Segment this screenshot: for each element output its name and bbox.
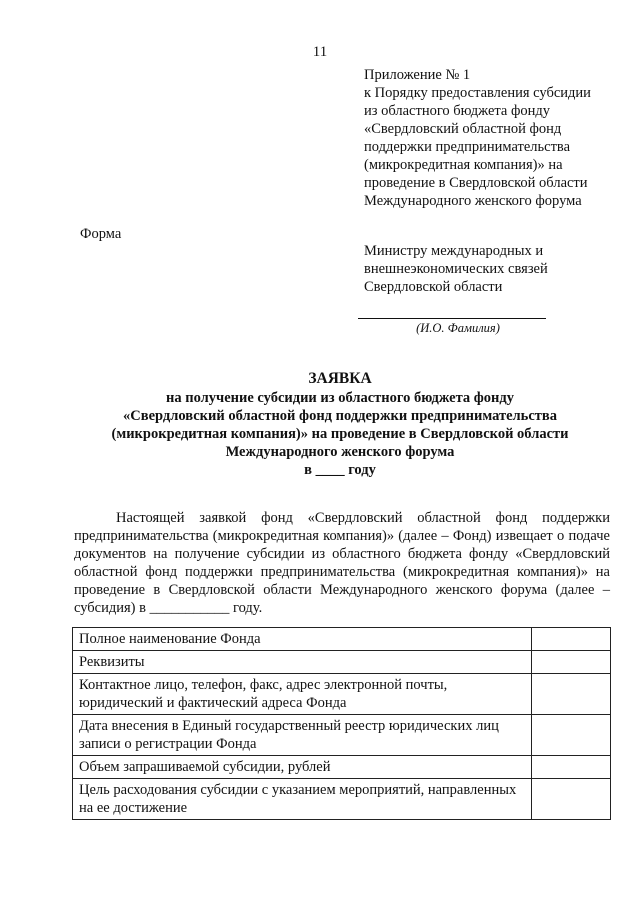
addressee-line: Свердловской области (364, 279, 503, 295)
addressee-line: Министру международных и (364, 243, 544, 259)
title-line: Международного женского форума (225, 444, 455, 460)
signature-line (358, 318, 546, 319)
body-paragraph: Настоящей заявкой фонд «Свердловский областной фонд поддержки предпринимательства (микрокредитная компания)» (далее – Фонд) извещает о подаче документов на получение субсидии из областного бюджета фонду «Свердловский областной фонд поддержки предпринимательства (микрокредитная компания)» на проведение в Свердловской области Международного женского форума (далее – субсидия) в ___________ году. (74, 510, 610, 616)
appendix-line: (микрокредитная компания)» на (364, 157, 563, 173)
application-table (72, 627, 611, 820)
row-value (532, 715, 611, 756)
row-label: Цель расходования субсидии с указанием мероприятий, направленных на ее достижение (73, 779, 532, 820)
row-value (532, 674, 611, 715)
addressee-line: внешнеэкономических связей (364, 261, 548, 277)
appendix-line: Приложение № 1 (364, 67, 471, 83)
row-value (532, 651, 611, 674)
row-value (532, 628, 611, 651)
addressee-block (364, 242, 614, 296)
signature-caption: (И.О. Фамилия) (416, 321, 500, 335)
title-line: на получение субсидии из областного бюджета фонду (165, 390, 514, 406)
table-row (73, 674, 611, 715)
table-row (73, 715, 611, 756)
title-heading: ЗАЯВКА (308, 370, 372, 387)
appendix-line: Международного женского форума (364, 193, 582, 209)
table-row (73, 756, 611, 779)
page-number: 11 (312, 44, 328, 60)
appendix-line: «Свердловский областной фонд (364, 121, 562, 137)
table-row (73, 651, 611, 674)
title-line: (микрокредитная компания)» на проведение в Свердловской области (111, 426, 569, 442)
row-label: Объем запрашиваемой субсидии, рублей (73, 756, 532, 779)
row-value (532, 756, 611, 779)
title-line: «Свердловский областной фонд поддержки предпринимательства (123, 408, 557, 424)
appendix-line: поддержки предпринимательства (364, 139, 571, 155)
document-title (60, 370, 620, 479)
appendix-line: к Порядку предоставления субсидии (364, 85, 591, 101)
row-value (532, 779, 611, 820)
form-label: Форма (80, 226, 122, 242)
row-label: Контактное лицо, телефон, факс, адрес электронной почты, юридический и фактический адреса Фонда (73, 674, 532, 715)
row-label: Реквизиты (73, 651, 532, 674)
title-line: в ____ году (304, 462, 376, 478)
appendix-note (364, 66, 614, 210)
table-row (73, 779, 611, 820)
row-label: Полное наименование Фонда (73, 628, 532, 651)
row-label: Дата внесения в Единый государственный реестр юридических лиц записи о регистрации Фонда (73, 715, 532, 756)
appendix-line: из областного бюджета фонду (364, 103, 551, 119)
appendix-line: проведение в Свердловской области (364, 175, 588, 191)
table-row (73, 628, 611, 651)
